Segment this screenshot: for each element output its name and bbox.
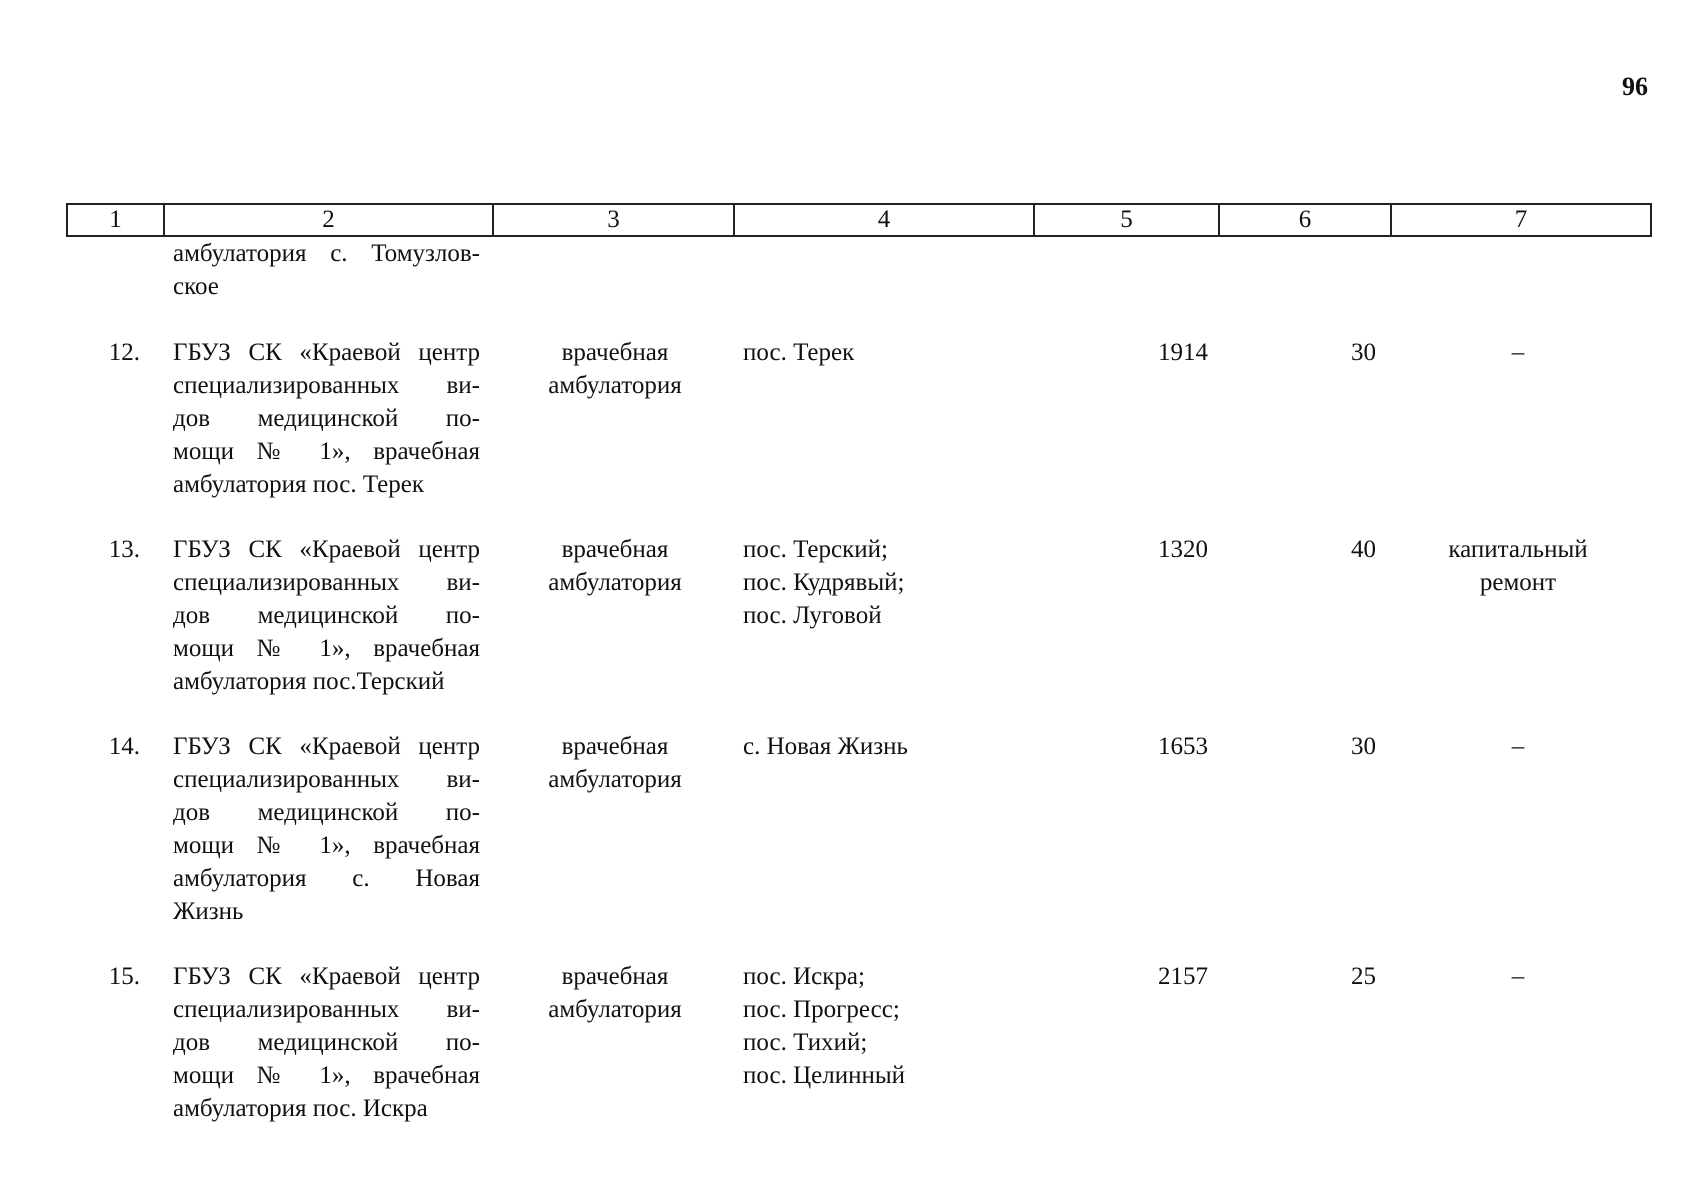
row-number: 15. <box>108 963 140 990</box>
name-line: мощи № 1», врачебная <box>173 832 480 859</box>
served-settlements: пос. Терек <box>743 339 855 366</box>
name-line: мощи № 1», врачебная <box>173 438 480 465</box>
name-line: амбулатория пос. Искра <box>173 1095 428 1122</box>
name-line: дов медицинской по- <box>173 602 480 629</box>
column-6-value: 25 <box>1351 963 1376 990</box>
served-settlements: пос. Терский; пос. Кудрявый; пос. Луговой <box>743 536 905 629</box>
row-number: 13. <box>108 536 140 563</box>
column-header-1: 1 <box>67 204 164 236</box>
column-5-value: 1653 <box>1158 733 1208 760</box>
column-7-value: – <box>1511 963 1525 990</box>
name-line: Жизнь <box>173 898 244 925</box>
column-5-value: 1320 <box>1158 536 1208 563</box>
name-line: дов медицинской по- <box>173 799 480 826</box>
institution-name <box>173 730 480 928</box>
name-line: дов медицинской по- <box>173 405 480 432</box>
institution-name <box>173 960 480 1125</box>
column-header-6: 6 <box>1219 204 1391 236</box>
column-5-value: 2157 <box>1158 963 1208 990</box>
institution-name <box>173 533 480 698</box>
row-number: 14. <box>108 733 140 760</box>
column-5-value: 1914 <box>1158 339 1208 366</box>
name-line: ГБУЗ СК «Краевой центр <box>173 963 480 990</box>
served-settlements: пос. Искра; пос. Прогресс; пос. Тихий; пос. Целинный <box>743 963 906 1089</box>
column-header-table <box>66 203 1652 237</box>
name-line: мощи № 1», врачебная <box>173 1062 480 1089</box>
facility-type: врачебная амбулатория <box>548 536 682 596</box>
name-line: специализированных ви- <box>173 372 480 399</box>
column-7-value: – <box>1511 339 1525 366</box>
name-line: амбулатория с. Новая <box>173 865 480 892</box>
column-header-7: 7 <box>1391 204 1651 236</box>
column-7-value: – <box>1511 733 1525 760</box>
facility-type: врачебная амбулатория <box>548 339 682 399</box>
name-line: ское <box>173 273 219 300</box>
name-line: ГБУЗ СК «Краевой центр <box>173 536 480 563</box>
served-settlements: с. Новая Жизнь <box>743 733 908 760</box>
continuation-name <box>173 237 480 303</box>
row-number: 12. <box>108 339 140 366</box>
name-line: ГБУЗ СК «Краевой центр <box>173 339 480 366</box>
facility-type: врачебная амбулатория <box>548 733 682 793</box>
name-line: специализированных ви- <box>173 766 480 793</box>
column-7-value: капитальный ремонт <box>1448 536 1588 596</box>
name-line: амбулатория пос. Терек <box>173 471 424 498</box>
facility-type: врачебная амбулатория <box>548 963 682 1023</box>
name-line: дов медицинской по- <box>173 1029 480 1056</box>
name-line: ГБУЗ СК «Краевой центр <box>173 733 480 760</box>
column-header-5: 5 <box>1034 204 1219 236</box>
name-line: специализированных ви- <box>173 996 480 1023</box>
column-header-3: 3 <box>493 204 734 236</box>
page-number: 96 <box>1622 72 1648 101</box>
name-line: мощи № 1», врачебная <box>173 635 480 662</box>
name-line: амбулатория пос.Терский <box>173 668 445 695</box>
column-6-value: 40 <box>1351 536 1376 563</box>
name-line: амбулатория с. Томузлов- <box>173 240 480 267</box>
column-header-2: 2 <box>164 204 493 236</box>
column-header-row <box>67 204 1651 236</box>
institution-name <box>173 336 480 501</box>
column-6-value: 30 <box>1351 733 1376 760</box>
name-line: специализированных ви- <box>173 569 480 596</box>
column-6-value: 30 <box>1351 339 1376 366</box>
column-header-4: 4 <box>734 204 1034 236</box>
